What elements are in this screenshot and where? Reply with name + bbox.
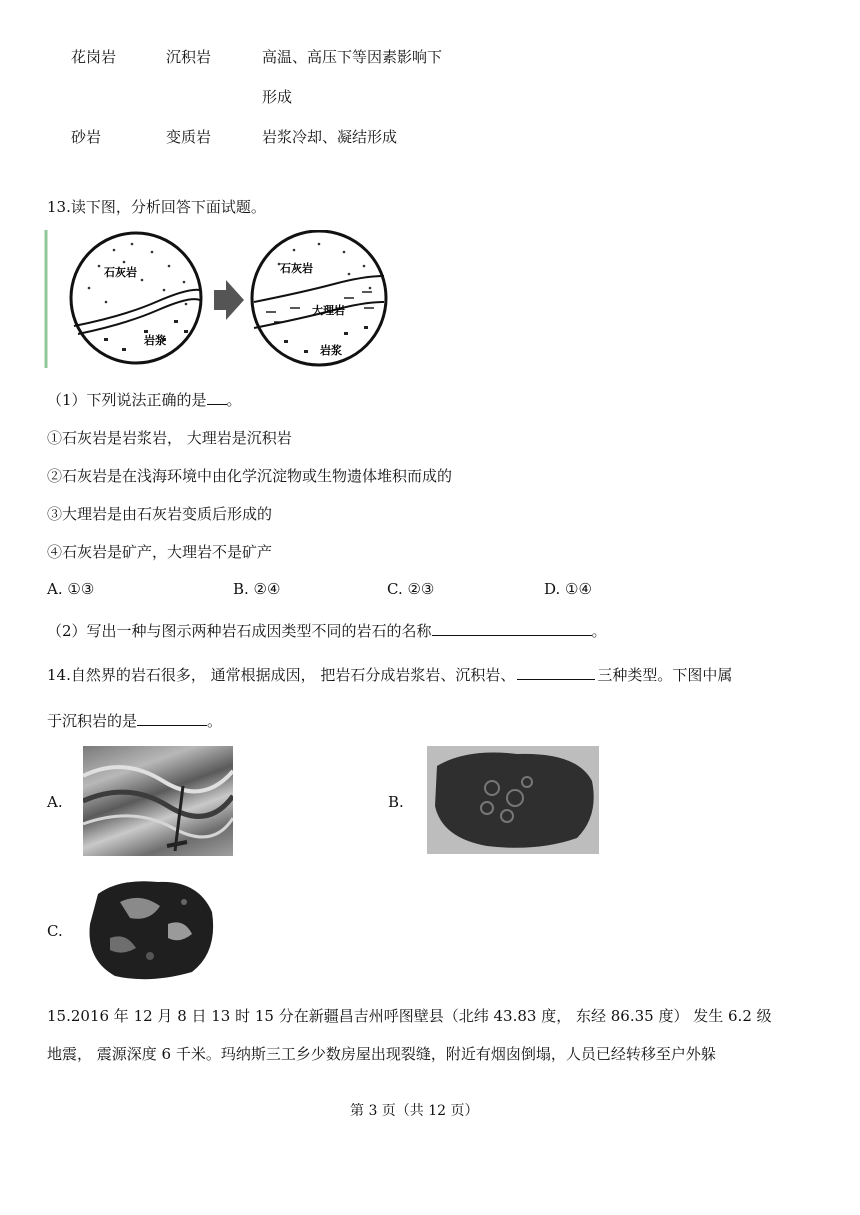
q13-option-b[interactable]: B. ②④ <box>233 580 281 598</box>
rock-transformation-figure <box>44 230 404 370</box>
q14-line-1 <box>47 663 732 685</box>
q13-statement-4: ④石灰岩是矿产，大理岩不是矿产 <box>47 543 273 561</box>
q13-statement-2: ②石灰岩是在浅海环境中由化学沉淀物或生物遗体堆积而成的 <box>47 467 453 485</box>
q13-sub2-text: （2）写出一种与图示两种岩石成因类型不同的岩石的名称 <box>47 622 432 640</box>
q14-text-1: 14.自然界的岩石很多， 通常根据成因， 把岩石分成岩浆岩、沉积岩、 <box>47 666 516 684</box>
q13-statement-1: ①石灰岩是岩浆岩， 大理岩是沉积岩 <box>47 429 292 447</box>
q13-stem: 13.读下图，分析回答下面试题。 <box>47 198 266 216</box>
table-cause-1: 高温、高压下等因素影响下 <box>262 48 443 66</box>
table-rock-2: 砂岩 <box>71 128 102 146</box>
table-type-1: 沉积岩 <box>166 48 212 66</box>
label-limestone-left: 石灰岩 <box>104 266 137 279</box>
q13-sub1 <box>47 388 242 410</box>
q15-line-1: 15.2016 年 12 月 8 日 13 时 15 分在新疆昌吉州呼图壁县（北纬 43.83 度， 东经 86.35 度） 发生 6.2 级 <box>47 1007 772 1025</box>
q13-sub1-text: （1）下列说法正确的是 <box>47 391 207 409</box>
q14-blank-2[interactable] <box>137 709 207 726</box>
q13-option-c[interactable]: C. ②③ <box>387 580 435 598</box>
q13-sub2-end: 。 <box>591 622 607 640</box>
porous-rock-photo[interactable] <box>427 746 599 854</box>
label-limestone-right: 石灰岩 <box>280 262 313 275</box>
label-magma-left: 岩浆 <box>144 334 166 347</box>
q14-option-b[interactable]: B. <box>388 793 404 811</box>
q13-sub1-end: 。 <box>226 391 242 409</box>
q14-option-a[interactable]: A. <box>47 793 63 811</box>
dark-rock-photo[interactable] <box>80 872 220 984</box>
q13-sub2 <box>47 619 607 641</box>
table-cause-2: 岩浆冷却、凝结形成 <box>262 128 398 146</box>
table-type-2: 变质岩 <box>166 128 212 146</box>
q14-text-2: 于沉积岩的是 <box>47 712 138 730</box>
q14-option-c[interactable]: C. <box>47 922 63 940</box>
q14-text-2b: 。 <box>207 712 223 730</box>
q13-sub1-blank[interactable] <box>207 388 227 405</box>
q13-option-a[interactable]: A. ①③ <box>47 580 95 598</box>
q15-line-2: 地震， 震源深度 6 千米。玛纳斯三工乡少数房屋出现裂缝，附近有烟囱倒塌，人员已经转移至户外躲 <box>47 1045 716 1063</box>
label-marble-right: 大理岩 <box>312 304 345 317</box>
table-cause-1-cont: 形成 <box>262 88 293 106</box>
table-rock-1: 花岗岩 <box>71 48 117 66</box>
marble-after-diagram <box>252 231 386 365</box>
label-magma-right: 岩浆 <box>320 344 342 357</box>
q13-sub2-blank[interactable] <box>432 619 592 636</box>
q14-line-2 <box>47 709 222 731</box>
q13-statement-3: ③大理岩是由石灰岩变质后形成的 <box>47 505 273 523</box>
arrow-icon <box>214 280 244 320</box>
layered-rock-photo[interactable] <box>83 746 233 856</box>
page-footer: 第 3 页（共 12 页） <box>350 1103 479 1119</box>
limestone-before-diagram <box>71 233 201 363</box>
q13-option-d[interactable]: D. ①④ <box>544 580 592 598</box>
q14-blank-1[interactable] <box>517 663 595 680</box>
q14-text-1b: 三种类型。下图中属 <box>597 666 733 684</box>
